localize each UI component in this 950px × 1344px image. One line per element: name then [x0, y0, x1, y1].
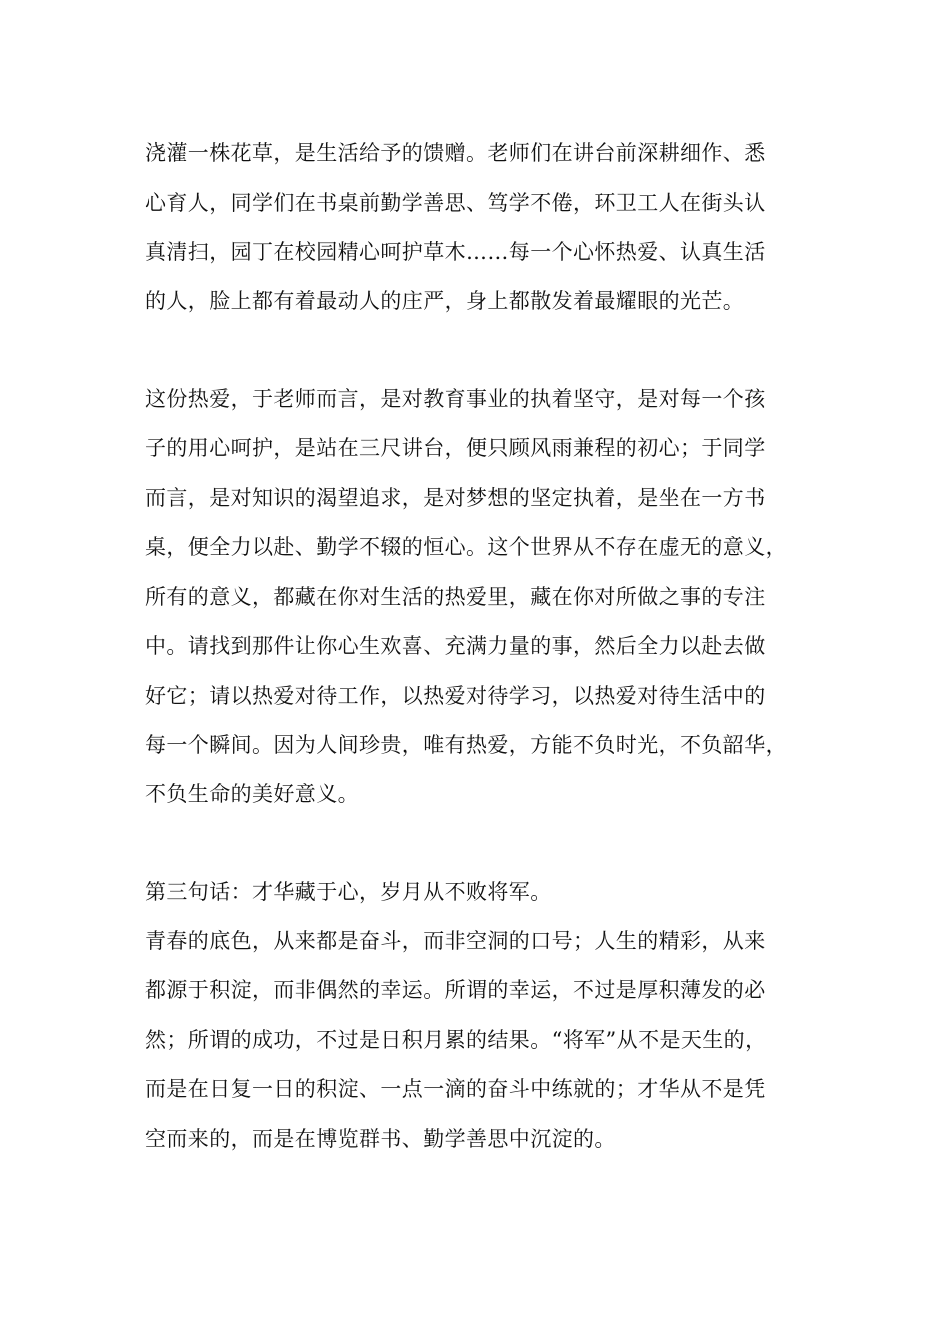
paragraph-3-line-4: 而是在日复一日的积淀、一点一滴的奋斗中练就的；才华从不是凭 [145, 1077, 766, 1101]
paragraph-3-line-2: 都源于积淀，而非偶然的幸运。所谓的幸运，不过是厚积薄发的必 [145, 978, 766, 1002]
paragraph-2-line-6: 中。请找到那件让你心生欢喜、充满力量的事，然后全力以赴去做 [145, 634, 766, 658]
paragraph-2-line-5: 所有的意义，都藏在你对生活的热爱里，藏在你对所做之事的专注 [145, 585, 766, 609]
paragraph-3-line-1: 青春的底色，从来都是奋斗，而非空洞的口号；人生的精彩，从来 [145, 929, 766, 953]
paragraph-3-line-5: 空而来的，而是在博览群书、勤学善思中沉淀的。 [145, 1127, 616, 1151]
paragraph-2-line-1: 这份热爱，于老师而言，是对教育事业的执着坚守，是对每一个孩 [145, 387, 766, 411]
paragraph-1-line-1: 浇灌一株花草，是生活给予的馈赠。老师们在讲台前深耕细作、悉 [145, 141, 766, 165]
paragraph-2-line-3: 而言，是对知识的渴望追求，是对梦想的坚定执着，是坐在一方书 [145, 486, 766, 510]
section-heading: 第三句话：才华藏于心，岁月从不败将军。 [145, 880, 552, 904]
paragraph-2-line-9: 不负生命的美好意义。 [145, 782, 359, 806]
paragraph-2-line-4: 桌，便全力以赴、勤学不辍的恒心。这个世界从不存在虚无的意义， [145, 535, 787, 559]
paragraph-1-line-4: 的人，脸上都有着最动人的庄严，身上都散发着最耀眼的光芒。 [145, 289, 745, 313]
paragraph-2-line-8: 每一个瞬间。因为人间珍贵，唯有热爱，方能不负时光，不负韶华， [145, 733, 787, 757]
paragraph-1-line-3: 真清扫，园丁在校园精心呵护草木……每一个心怀热爱、认真生活 [145, 240, 766, 264]
paragraph-1-line-2: 心育人，同学们在书桌前勤学善思、笃学不倦，环卫工人在街头认 [145, 191, 766, 215]
paragraph-2-line-7: 好它；请以热爱对待工作，以热爱对待学习，以热爱对待生活中的 [145, 684, 766, 708]
paragraph-2-line-2: 子的用心呵护，是站在三尺讲台，便只顾风雨兼程的初心；于同学 [145, 436, 766, 460]
paragraph-3-line-3: 然；所谓的成功，不过是日积月累的结果。“将军”从不是天生的， [145, 1028, 767, 1052]
